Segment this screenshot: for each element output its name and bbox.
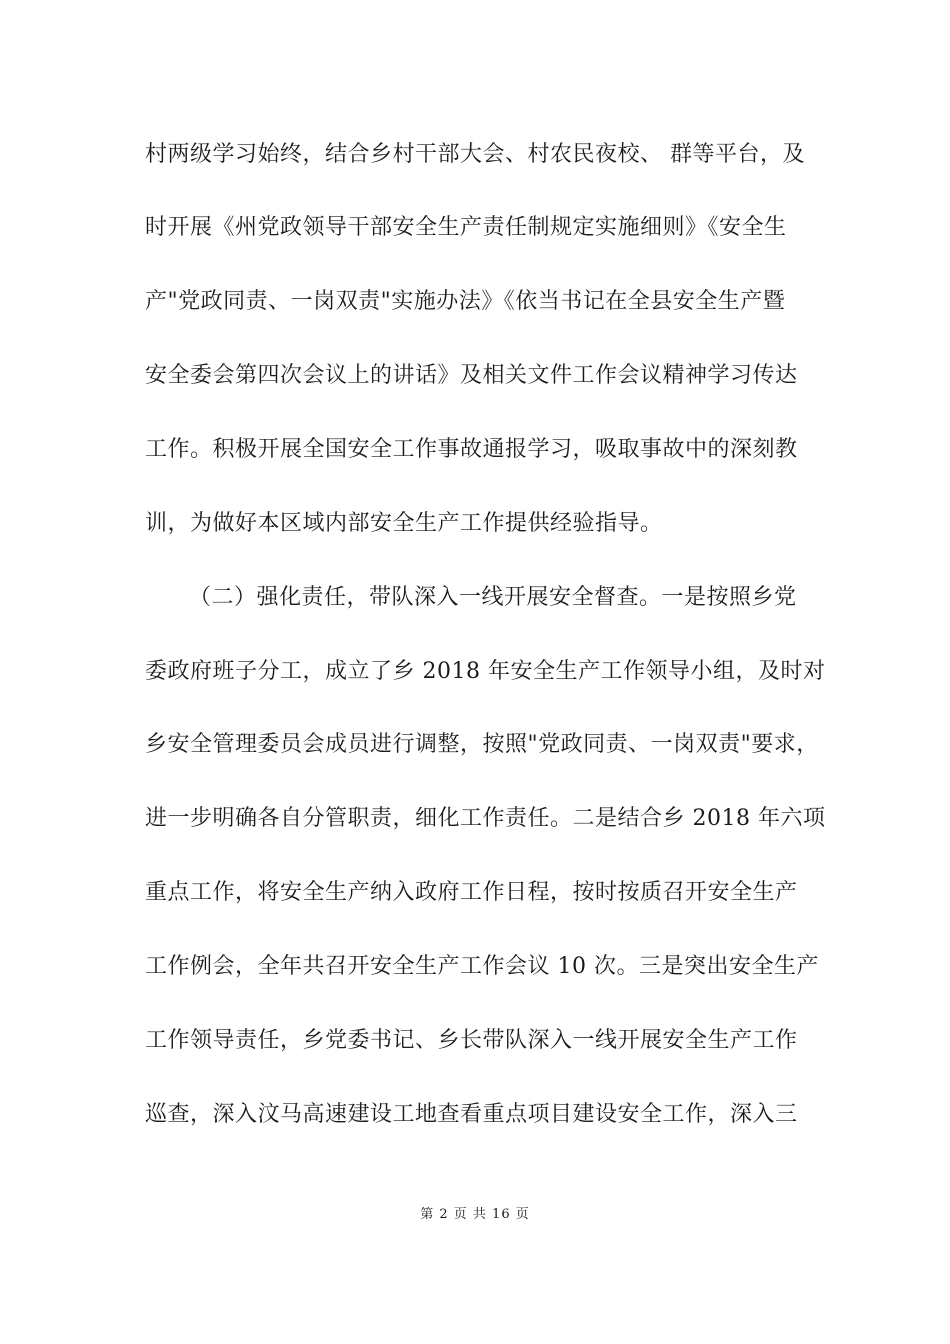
text-line: 安全委会第四次会议上的讲话》及相关文件工作会议精神学习传达 <box>145 363 798 388</box>
text-line: 工作领导责任，乡党委书记、乡长带队深入一线开展安全生产工作 <box>145 1028 798 1053</box>
text-line: 时开展《州党政领导干部安全生产责任制规定实施细则》《安全生 <box>145 215 787 240</box>
text-line: 重点工作，将安全生产纳入政府工作日程，按时按质召开安全生产 <box>145 880 798 905</box>
text-line: 进一步明确各自分管职责，细化工作责任。二是结合乡 2018 年六项 <box>145 806 826 831</box>
paragraph-heading-line: （二）强化责任，带队深入一线开展安全督查。一是按照乡党 <box>189 585 797 610</box>
text-line: 委政府班子分工，成立了乡 2018 年安全生产工作领导小组，及时对 <box>145 659 826 684</box>
text-line: 训，为做好本区域内部安全生产工作提供经验指导。 <box>145 511 663 536</box>
text-line: 工作。积极开展全国安全工作事故通报学习，吸取事故中的深刻教 <box>145 437 798 462</box>
text-line: 工作例会，全年共召开安全生产工作会议 10 次。三是突出安全生产 <box>145 954 819 979</box>
page-number-footer: 第 2 页 共 16 页 <box>420 1207 530 1222</box>
text-line: 产"党政同责、一岗双责"实施办法》《依当书记在全县安全生产暨 <box>145 289 786 314</box>
text-line: 巡查，深入汶马高速建设工地查看重点项目建设安全工作，深入三 <box>145 1102 798 1127</box>
text-line: 村两级学习始终，结合乡村干部大会、村农民夜校、 群等平台，及 <box>145 142 805 167</box>
text-line: 乡安全管理委员会成员进行调整，按照"党政同责、一岗双责"要求， <box>145 732 819 757</box>
